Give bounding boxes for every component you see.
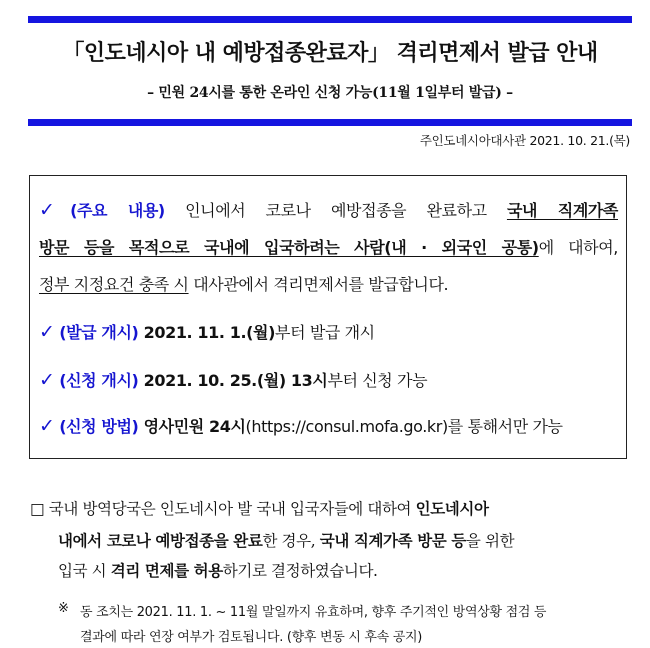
- check-icon: ✓: [39, 369, 55, 391]
- footnote-line-2: 결과에 따라 연장 여부가 검토됩니다. (향후 변동 시 후속 공지): [80, 630, 423, 645]
- summary-main-line-2: 방문 등을 목적으로 국내에 입국하려는 사람(내 · 외국인 공통)에 대하여,: [39, 238, 618, 257]
- check-icon: ✓: [39, 199, 71, 221]
- header-top-rule: [28, 16, 632, 23]
- page-title: 「인도네시아 내 예방접종완료자」 격리면제서 발급 안내: [62, 41, 598, 66]
- summary-box: [29, 175, 627, 459]
- summary-main-line-3: 정부 지정요건 충족 시 대사관에서 격리면제서를 발급합니다.: [39, 275, 449, 294]
- list-item-issue-start: ✓ (발급 개시) 2021. 11. 1.(월)부터 발급 개시: [39, 321, 375, 343]
- issuer-date: 주인도네시아대사관 2021. 10. 21.(목): [419, 133, 630, 148]
- check-icon: ✓: [39, 415, 55, 437]
- list-item-apply-method: ✓ (신청 방법) 영사민원 24시(https://consul.mofa.go.kr)를 통해서만 가능: [39, 415, 563, 437]
- footnote-mark: ※: [58, 601, 69, 616]
- footnote-line-1: 동 조치는 2021. 11. 1. ~ 11월 말일까지 유효하며, 향후 주기적인 방역상황 점검 등: [80, 605, 547, 620]
- summary-main-line-1: ✓(주요 내용) 인니에서 코로나 예방접종을 완료하고 국내 직계가족: [39, 199, 618, 221]
- header-bottom-rule: [28, 119, 632, 126]
- body-paragraph-line-1: □ 국내 방역당국은 인도네시아 발 국내 입국자들에 대하여 인도네시아: [30, 500, 489, 518]
- page-subtitle: – 민원 24시를 통한 온라인 신청 가능(11월 1일부터 발급) –: [147, 85, 513, 101]
- body-paragraph-line-3: 입국 시 격리 면제를 허용하기로 결정하였습니다.: [58, 562, 378, 580]
- body-paragraph-line-2: 내에서 코로나 예방접종을 완료한 경우, 국내 직계가족 방문 등을 위한: [58, 532, 515, 550]
- main-label: (주요 내용): [70, 201, 165, 220]
- list-item-apply-start: ✓ (신청 개시) 2021. 10. 25.(월) 13시부터 신청 가능: [39, 369, 428, 391]
- checkbox-bullet-icon: □: [30, 500, 45, 518]
- check-icon: ✓: [39, 321, 55, 343]
